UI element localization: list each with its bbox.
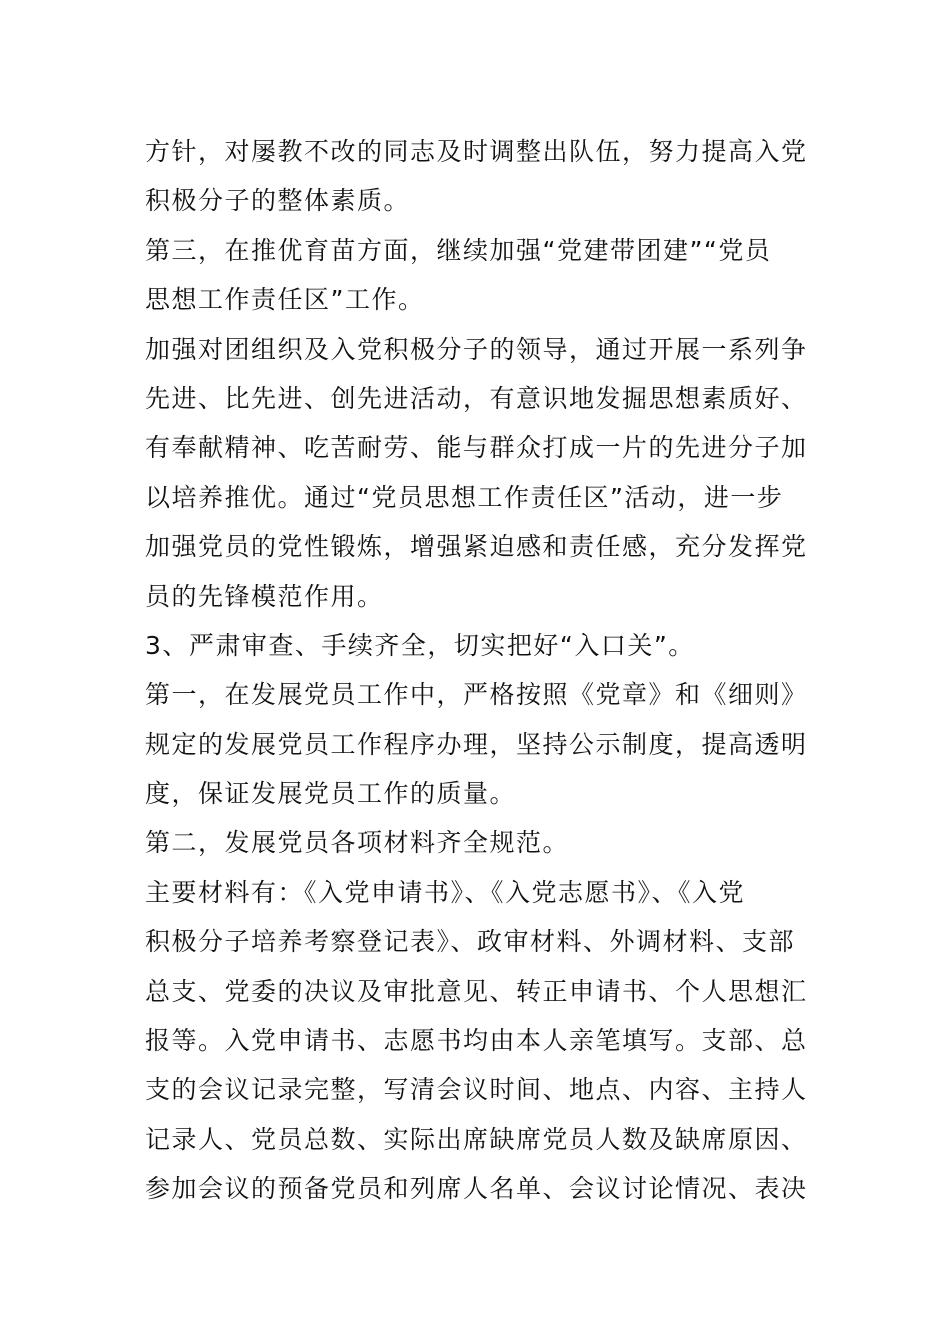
text-line: 第二，发展党员各项材料齐全规范。 [145, 828, 570, 858]
text-line: 以培养推优。通过“党员思想工作责任区”活动，进一步 [145, 482, 784, 512]
text-line: 总支、党委的决议及审批意见、转正申请书、个人思想汇 [145, 976, 808, 1006]
text-line: 报等。入党申请书、志愿书均由本人亲笔填写。支部、总 [145, 1026, 808, 1056]
text-line: 第一，在发展党员工作中，严格按照《党章》和《细则》 [145, 680, 808, 710]
text-line: 主要材料有：《入党申请书》、《入党志愿书》、《入党 [145, 877, 746, 907]
text-line: 方针，对屡教不改的同志及时调整出队伍，努力提高入党 [145, 137, 808, 166]
text-line: 规定的发展党员工作程序办理，坚持公示制度，提高透明 [145, 729, 808, 759]
text-line: 有奉献精神、吃苦耐劳、能与群众打成一片的先进分子加 [145, 433, 808, 463]
document-body [145, 127, 810, 1214]
text-line: 积极分子的整体素质。 [145, 186, 411, 216]
text-line: 记录人、党员总数、实际出席缺席党员人数及缺席原因、 [145, 1124, 808, 1154]
text-line: 思想工作责任区”工作。 [145, 285, 425, 315]
text-line: 员的先锋模范作用。 [145, 581, 384, 611]
text-line: 加强对团组织及入党积极分子的领导，通过开展一系列争 [145, 334, 808, 364]
text-line: 第三，在推优育苗方面，继续加强“党建带团建”“党员 [145, 235, 772, 265]
text-line: 先进、比先进、创先进活动，有意识地发掘思想素质好、 [145, 383, 808, 413]
text-line: 加强党员的党性锻炼，增强紧迫感和责任感，充分发挥党 [145, 532, 808, 562]
text-line: 3、严肃审查、手续齐全，切实把好“入口关”。 [145, 630, 695, 660]
text-line: 积极分子培养考察登记表》、政审材料、外调材料、支部 [145, 927, 796, 957]
text-line: 度，保证发展党员工作的质量。 [145, 779, 517, 809]
text-line: 参加会议的预备党员和列席人名单、会议讨论情况、表决 [145, 1174, 808, 1204]
text-line: 支的会议记录完整，写清会议时间、地点、内容、主持人 [145, 1075, 808, 1105]
